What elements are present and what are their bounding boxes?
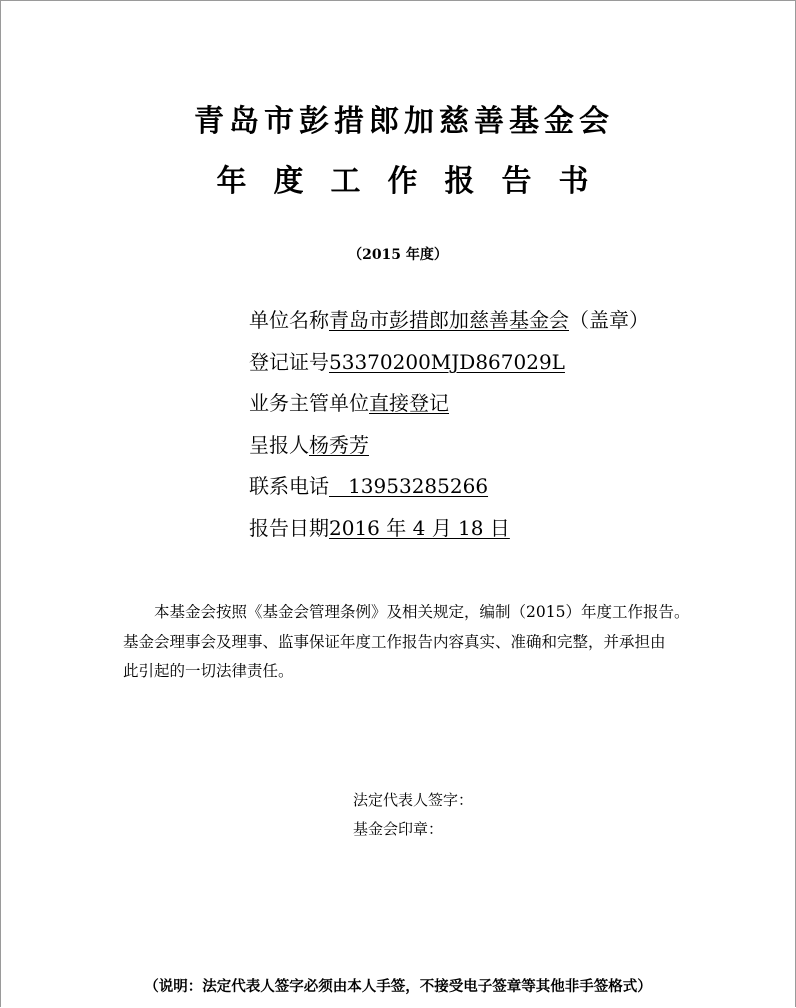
foundation-seal: 基金会印章： (353, 820, 444, 838)
phone-value: 13953285266 (329, 474, 489, 499)
reporter-row (249, 428, 649, 470)
unit-name-label: 单位名称 (249, 308, 329, 332)
registration-row (249, 345, 649, 387)
signature-block (353, 786, 473, 844)
report-title: 青岛市彭措郎加慈善基金会 (194, 104, 614, 139)
report-date-row (249, 511, 649, 553)
phone-label: 联系电话 (249, 474, 329, 499)
footer-note: （说明：法定代表人签字必须由本人手签，不接受电子签章等其他非手签格式） (144, 979, 652, 995)
statement-line-3: 此引起的一切法律责任。 (123, 662, 294, 680)
report-date-label: 报告日期 (249, 515, 329, 540)
statement-paragraph (123, 598, 693, 687)
phone-row (249, 469, 649, 511)
supervisor-label: 业务主管单位 (249, 391, 369, 416)
supervisor-value: 直接登记 (369, 391, 449, 416)
unit-name-suffix: （盖章） (569, 308, 649, 332)
statement-line-1: 本基金会按照《基金会管理条例》及相关规定，编制（2015）年度工作报告。 (154, 603, 690, 621)
legal-rep-signature: 法定代表人签字： (353, 791, 474, 809)
report-date-value: 2016 年 4 月 18 日 (329, 515, 510, 540)
registration-label: 登记证号 (249, 349, 329, 374)
unit-name-value: 青岛市彭措郎加慈善基金会 (329, 308, 569, 332)
reporter-value: 杨秀芳 (309, 432, 369, 457)
unit-name-row (249, 303, 649, 345)
report-subtitle: 年度工作报告书 (216, 164, 616, 199)
supervisor-row (249, 386, 649, 428)
report-year: （2015 年度） (348, 247, 448, 263)
registration-value: 53370200MJD867029L (329, 349, 565, 374)
info-block (249, 303, 649, 553)
statement-line-2: 基金会理事会及理事、监事保证年度工作报告内容真实、准确和完整，并承担由 (123, 632, 666, 651)
reporter-label: 呈报人 (249, 432, 309, 457)
